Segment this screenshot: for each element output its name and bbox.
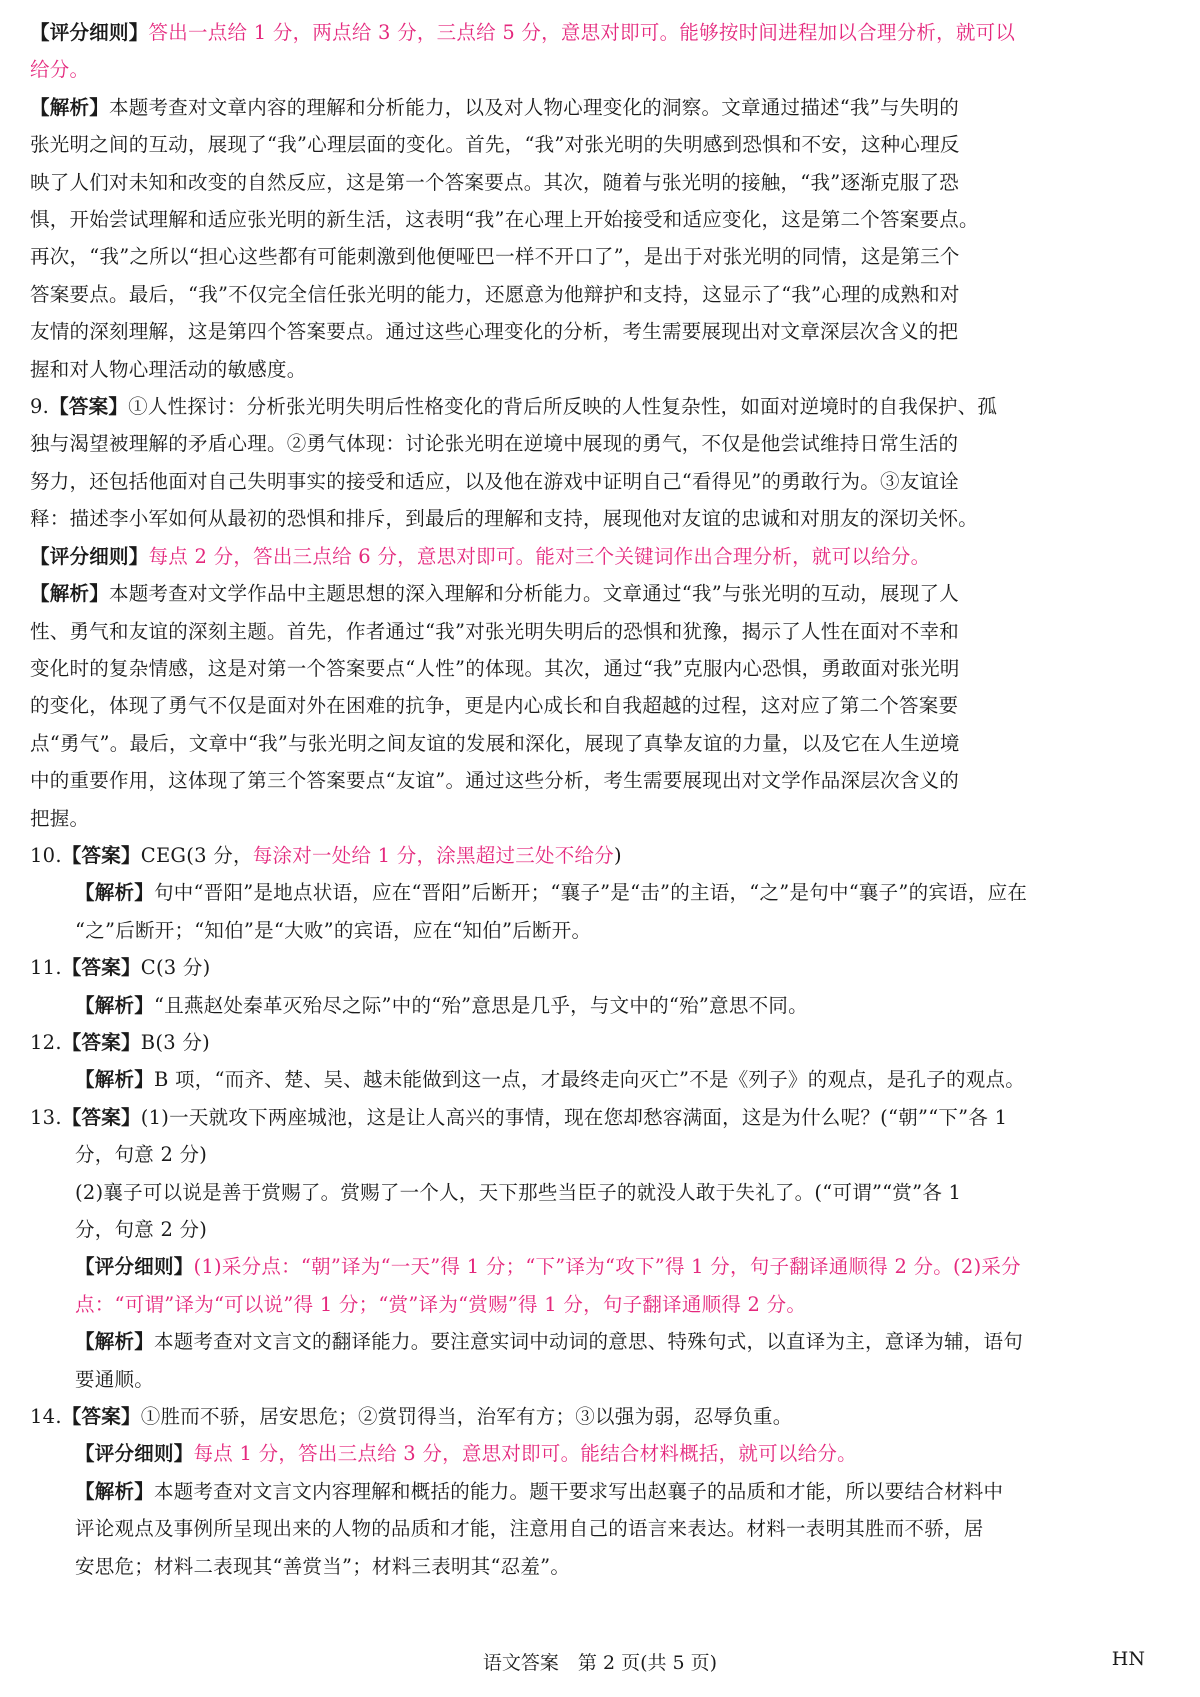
body-text: 10. (30, 843, 62, 867)
body-text: (2)襄子可以说是善于赏赐了。赏赐了一个人，天下那些当臣子的就没人敢于失礼了。(“可谓”“赏”各 1 (75, 1180, 962, 1204)
region-code: HN (1111, 1648, 1145, 1670)
body-text: ①胜而不骄，居安思危；②赏罚得当，治军有方；③以强为弱，忍辱负重。 (140, 1405, 793, 1429)
body-text: 中的重要作用，这体现了第三个答案要点“友谊”。通过这些分析，考生需要展现出对文学作品深层次含义的 (30, 769, 959, 793)
text-line (30, 500, 1170, 537)
text-line (30, 1136, 1170, 1173)
body-text: 分，句意 2 分) (75, 1218, 208, 1241)
text-line (30, 613, 1170, 650)
text-line (30, 874, 1170, 911)
text-line (30, 51, 1170, 88)
text-line (30, 425, 1170, 462)
page-number: 语文答案 第 2 页(共 5 页) (482, 1652, 718, 1674)
text-line (30, 126, 1170, 163)
text-line (30, 762, 1170, 799)
body-text: 本题考查对文学作品中主题思想的深入理解和分析能力。文章通过“我”与张光明的互动，展现了人 (109, 582, 959, 606)
text-line (30, 1361, 1170, 1398)
text-line (30, 650, 1170, 687)
section-label: 【解析】 (75, 1330, 155, 1354)
body-text: 点“勇气”。最后，文章中“我”与张光明之间友谊的发展和深化，展现了真挚友谊的力量，以及它在人生逆境 (30, 731, 960, 755)
body-text: 分，句意 2 分) (75, 1143, 208, 1167)
text-line (30, 276, 1170, 313)
text-line (30, 725, 1170, 762)
scoring-note: 每点 2 分，答出三点给 6 分，意思对即可。能对三个关键词作出合理分析，就可以给分。 (148, 544, 931, 568)
body-text: “之”后断开；“知伯”是“大败”的宾语，应在“知伯”后断开。 (75, 918, 592, 942)
text-line (30, 463, 1170, 500)
body-text: 本题考查对文言文内容理解和概括的能力。题干要求写出赵襄子的品质和才能，所以要结合材料中 (154, 1479, 1004, 1503)
text-line (30, 912, 1170, 949)
section-label: 【评分细则】 (75, 1255, 194, 1279)
body-text: 答案要点。最后，“我”不仅完全信任张光明的能力，还愿意为他辩护和支持，这显示了“我”心理的成熟和对 (30, 282, 960, 306)
body-text: 14. (30, 1405, 62, 1429)
text-line (30, 313, 1170, 350)
text-line (30, 949, 1170, 986)
text-line (30, 1435, 1170, 1472)
scoring-note: 答出一点给 1 分，两点给 3 分，三点给 5 分，意思对即可。能够按时间进程加以合理分析，就可以 (148, 21, 1016, 44)
section-label: 【答案】 (61, 1030, 141, 1054)
text-line (30, 1248, 1170, 1285)
text-line (30, 837, 1170, 874)
body-text: 释：描述李小军如何从最初的恐惧和排斥，到最后的理解和支持，展现他对友谊的忠诚和对朋友的深切关怀。 (30, 507, 979, 531)
text-line (30, 1323, 1170, 1360)
text-line (30, 351, 1170, 388)
body-text: B 项，“而齐、楚、吴、越未能做到这一点，才最终走向灭亡”不是《列子》的观点，是孔子的观点。 (154, 1068, 1025, 1092)
body-text: 努力，还包括他面对自己失明事实的接受和适应，以及他在游戏中证明自己“看得见”的勇敢行为。③友谊诠 (30, 469, 959, 493)
text-line (30, 1024, 1170, 1061)
section-label: 【解析】 (75, 1068, 155, 1092)
section-label: 【评分细则】 (75, 1442, 194, 1466)
body-text: (1)一天就攻下两座城池，这是让人高兴的事情，现在您却愁容满面，这是为什么呢？(“朝”“下”各 1 (140, 1105, 1008, 1129)
text-line (30, 164, 1170, 201)
text-line (30, 1473, 1170, 1510)
text-line (30, 687, 1170, 724)
text-line (30, 987, 1170, 1024)
text-line (30, 1548, 1170, 1585)
text-line (30, 14, 1170, 51)
text-line (30, 800, 1170, 837)
text-line (30, 1286, 1170, 1323)
body-text: 张光明之间的互动，展现了“我”心理层面的变化。首先，“我”对张光明的失明感到恐惧和不安，这种心理反 (30, 133, 960, 157)
body-text: 再次，“我”之所以“担心这些都有可能刺激到他便哑巴一样不开口了”，是出于对张光明的同情，这是第三个 (30, 245, 960, 269)
body-text: 友情的深刻理解，这是第四个答案要点。通过这些心理变化的分析，考生需要展现出对文章深层次含义的把 (30, 320, 959, 344)
text-line (30, 1099, 1170, 1136)
scoring-note: 每点 1 分，答出三点给 3 分，意思对即可。能结合材料概括，就可以给分。 (193, 1442, 857, 1466)
section-label: 【解析】 (30, 582, 110, 606)
body-text: 句中“晋阳”是地点状语，应在“晋阳”后断开；“襄子”是“击”的主语，“之”是句中“襄子”的宾语，应在 (154, 881, 1028, 905)
body-text: 本题考查对文章内容的理解和分析能力，以及对人物心理变化的洞察。文章通过描述“我”与失明的 (109, 95, 959, 119)
body-text: 独与渴望被理解的矛盾心理。②勇气体现：讨论张光明在逆境中展现的勇气，不仅是他尝试维持日常生活的 (30, 432, 959, 456)
section-label: 【答案】 (61, 843, 141, 867)
text-line (30, 1211, 1170, 1248)
text-line (30, 575, 1170, 612)
section-label: 【评分细则】 (30, 544, 149, 568)
text-line (30, 201, 1170, 238)
body-text: CEG(3 分， (140, 843, 253, 867)
section-label: 【解析】 (30, 95, 110, 119)
text-line (30, 1510, 1170, 1547)
body-text: 惧，开始尝试理解和适应张光明的新生活，这表明“我”在心理上开始接受和适应变化，这是第二个答案要点。 (30, 208, 979, 232)
body-text: 变化时的复杂情感，这是对第一个答案要点“人性”的体现。其次，通过“我”克服内心恐惧，勇敢面对张光明 (30, 656, 960, 680)
page-footer (0, 1648, 1200, 1688)
body-text: “且燕赵处秦革灭殆尽之际”中的“殆”意思是几乎，与文中的“殆”意思不同。 (154, 993, 808, 1017)
section-label: 【解析】 (75, 881, 155, 905)
section-label: 【答案】 (61, 1405, 141, 1429)
scoring-note: 每涂对一处给 1 分，涂黑超过三处不给分 (252, 843, 615, 867)
body-text: 握和对人物心理活动的敏感度。 (30, 357, 307, 381)
text-line (30, 1174, 1170, 1211)
answer-page-body (30, 14, 1170, 1585)
body-text: 12. (30, 1030, 62, 1054)
body-text: 要通顺。 (75, 1367, 155, 1391)
section-label: 【答案】 (49, 395, 129, 419)
scoring-note: 给分。 (30, 58, 90, 82)
body-text: B(3 分) (140, 1030, 210, 1054)
scoring-note: 点：“可谓”译为“可以说”得 1 分；“赏”译为“赏赐”得 1 分，句子翻译通顺得 2 分。 (75, 1292, 807, 1316)
text-line (30, 238, 1170, 275)
section-label: 【评分细则】 (30, 21, 149, 44)
body-text: 安思危；材料二表现其“善赏当”；材料三表明其“忍羞”。 (75, 1554, 571, 1578)
section-label: 【答案】 (61, 1105, 141, 1129)
section-label: 【答案】 (61, 956, 141, 980)
text-line (30, 1061, 1170, 1098)
section-label: 【解析】 (75, 1479, 155, 1503)
body-text: 把握。 (30, 806, 90, 830)
body-text: ①人性探讨：分析张光明失明后性格变化的背后所反映的人性复杂性，如面对逆境时的自我保护、孤 (128, 395, 998, 419)
text-line (30, 89, 1170, 126)
body-text: 映了人们对未知和改变的自然反应，这是第一个答案要点。其次，随着与张光明的接触，“我”逐渐克服了恐 (30, 170, 959, 194)
body-text: 本题考查对文言文的翻译能力。要注意实词中动词的意思、特殊句式，以直译为主，意译为辅，语句 (154, 1330, 1024, 1354)
body-text: 评论观点及事例所呈现出来的人物的品质和才能，注意用自己的语言来表达。材料一表明其胜而不骄，居 (75, 1517, 984, 1541)
section-label: 【解析】 (75, 993, 155, 1017)
body-text: 的变化，体现了勇气不仅是面对外在困难的抗争，更是内心成长和自我超越的过程，这对应了第二个答案要 (30, 694, 959, 718)
scoring-note: (1)采分点：“朝”译为“一天”得 1 分；“下”译为“攻下”得 1 分，句子翻译通顺得 2 分。(2)采分 (193, 1255, 1021, 1279)
text-line (30, 538, 1170, 575)
body-text: 9. (30, 395, 50, 419)
text-line (30, 1398, 1170, 1435)
text-line (30, 388, 1170, 425)
body-text: 13. (30, 1105, 62, 1129)
body-text: 性、勇气和友谊的深刻主题。首先，作者通过“我”对张光明失明后的恐惧和犹豫，揭示了人性在面对不幸和 (30, 619, 959, 643)
body-text: 11. (30, 956, 62, 980)
body-text: C(3 分) (140, 956, 211, 980)
body-text: ) (614, 843, 622, 867)
